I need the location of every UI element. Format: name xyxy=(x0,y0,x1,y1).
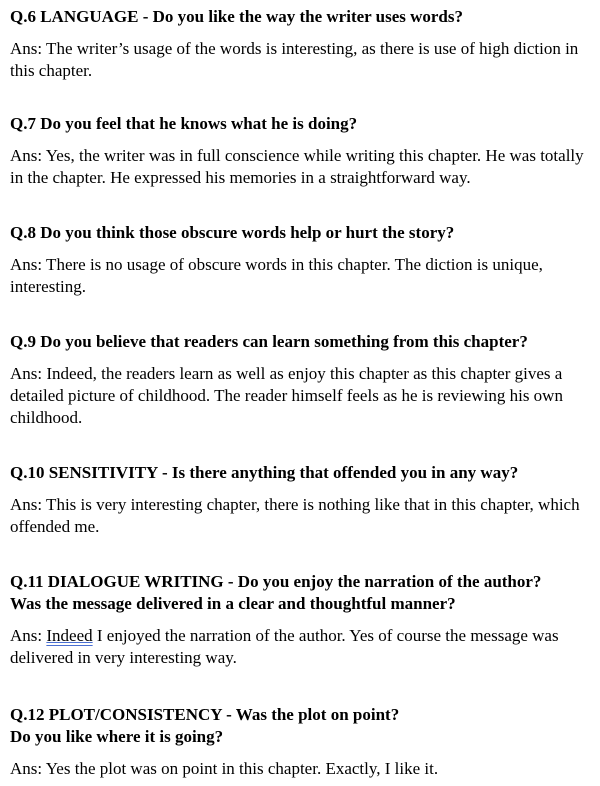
qa-block-q10 xyxy=(10,462,594,538)
question-q11-line2: Was the message delivered in a clear and thoughtful manner? xyxy=(10,594,456,613)
answer-q11-prefix: Ans: xyxy=(10,626,47,645)
answer-q9: Ans: Indeed, the readers learn as well as enjoy this chapter as this chapter gives a detailed picture of childhood. The reader himself feels as he is reviewing his own childhood. xyxy=(10,364,563,427)
question-q12-line1: Q.12 PLOT/CONSISTENCY - Was the plot on point? xyxy=(10,705,400,724)
question-q6: Q.6 LANGUAGE - Do you like the way the writer uses words? xyxy=(10,7,464,26)
answer-q8: Ans: There is no usage of obscure words in this chapter. The diction is unique, interesting. xyxy=(10,255,543,296)
qa-block-q12 xyxy=(10,704,594,780)
answer-q12: Ans: Yes the plot was on point in this chapter. Exactly, I like it. xyxy=(10,759,439,778)
qa-block-q8 xyxy=(10,222,594,298)
answer-q11 xyxy=(10,625,594,669)
answer-q7: Ans: Yes, the writer was in full conscience while writing this chapter. He was totally in the chapter. He expressed his memories in a straightforward way. xyxy=(10,146,584,187)
question-q9: Q.9 Do you believe that readers can learn something from this chapter? xyxy=(10,332,528,351)
question-q7: Q.7 Do you feel that he knows what he is doing? xyxy=(10,114,358,133)
question-q12-line2: Do you like where it is going? xyxy=(10,727,224,746)
question-q11-line1: Q.11 DIALOGUE WRITING - Do you enjoy the narration of the author? xyxy=(10,572,542,591)
answer-q6: Ans: The writer’s usage of the words is interesting, as there is use of high diction in this chapter. xyxy=(10,39,579,80)
qa-block-q6 xyxy=(10,6,594,82)
qa-block-q9 xyxy=(10,331,594,429)
qa-block-q11 xyxy=(10,571,594,669)
question-q10: Q.10 SENSITIVITY - Is there anything that offended you in any way? xyxy=(10,463,519,482)
qa-block-q7 xyxy=(10,113,594,189)
answer-q10: Ans: This is very interesting chapter, there is nothing like that in this chapter, which offended me. xyxy=(10,495,580,536)
answer-q11-rest: I enjoyed the narration of the author. Yes of course the message was delivered in very interesting way. xyxy=(10,626,559,667)
spellcheck-flagged-word[interactable]: Indeed xyxy=(46,626,93,645)
question-q8: Q.8 Do you think those obscure words help or hurt the story? xyxy=(10,223,455,242)
